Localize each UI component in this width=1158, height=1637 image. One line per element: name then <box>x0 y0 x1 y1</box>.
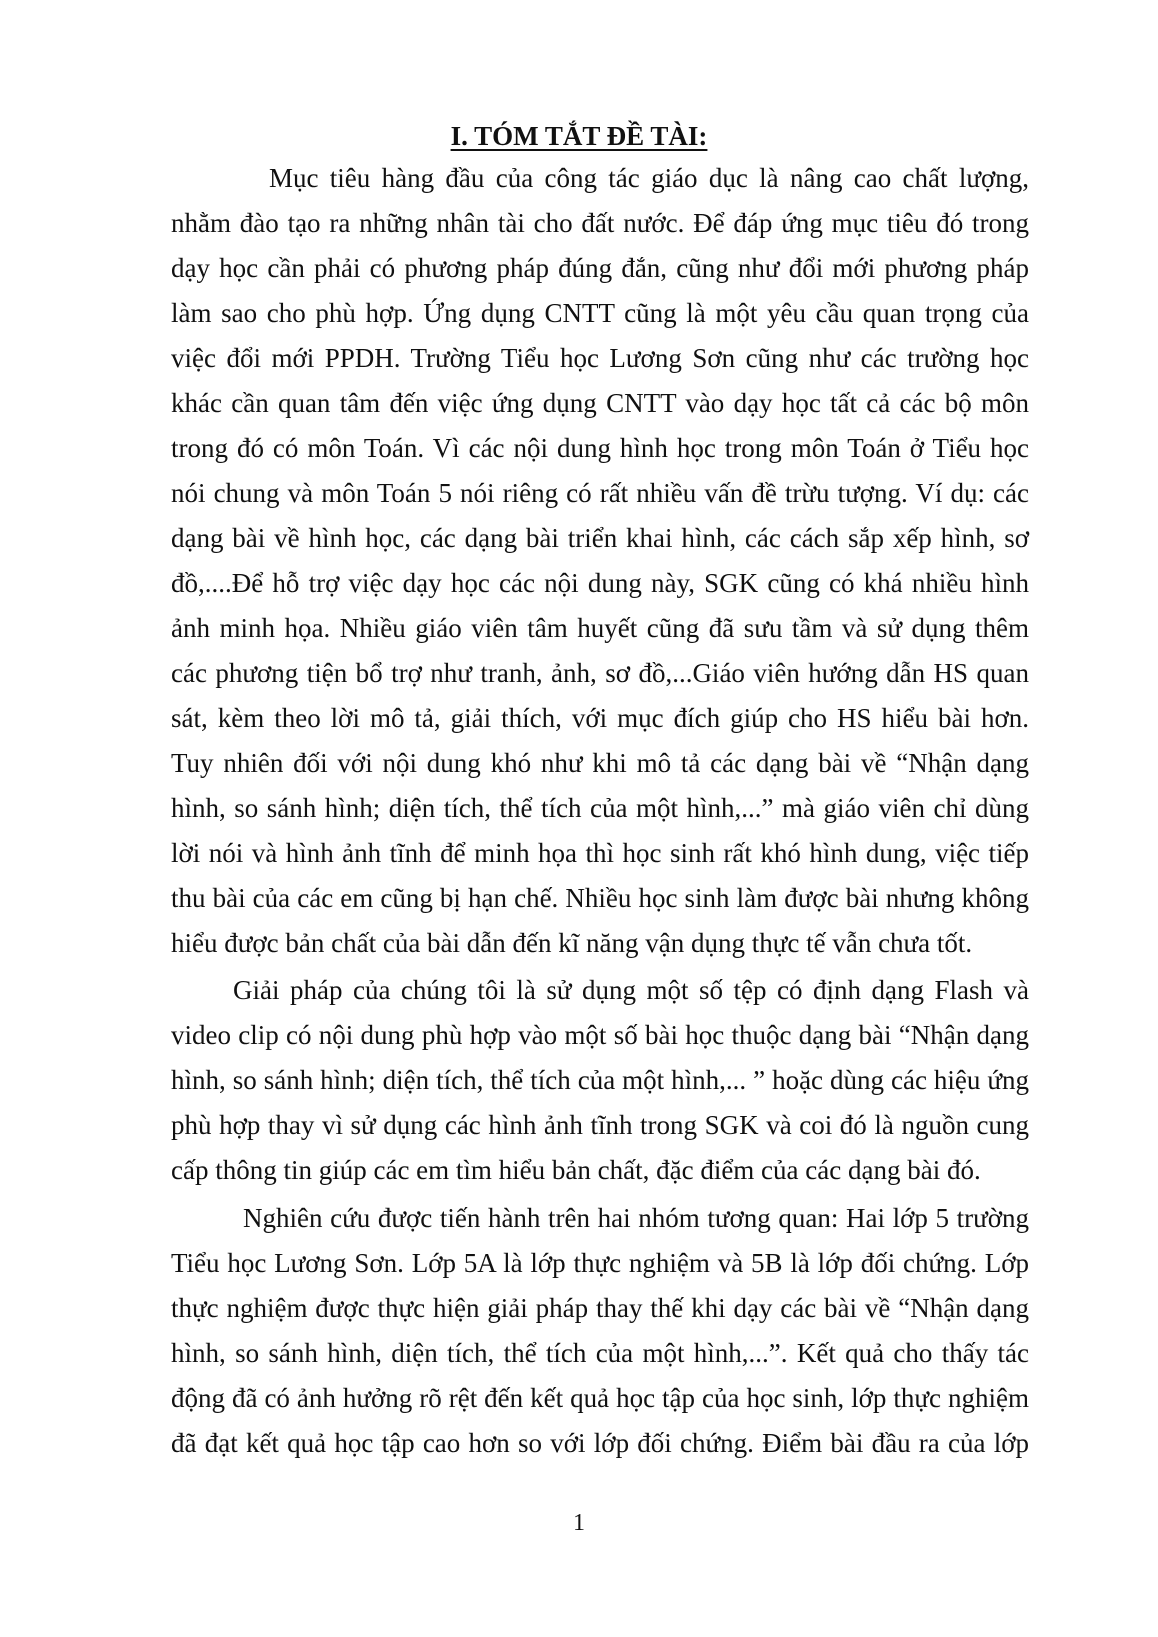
text-line: nhằm đào tạo ra những nhân tài cho đất nước. Để đáp ứng mục tiêu đó trong <box>171 208 1029 238</box>
text-line: phù hợp thay vì sử dụng các hình ảnh tĩnh trong SGK và coi đó là nguồn cung <box>171 1110 1029 1140</box>
text-line: đồ,....Để hỗ trợ việc dạy học các nội dung này, SGK cũng có khá nhiều hình <box>171 568 1029 598</box>
text-line: Nghiên cứu được tiến hành trên hai nhóm tương quan: Hai lớp 5 trường <box>243 1203 1029 1233</box>
text-line: ảnh minh họa. Nhiều giáo viên tâm huyết cũng đã sưu tầm và sử dụng thêm <box>171 613 1029 643</box>
text-line: hình, so sánh hình; diện tích, thể tích của một hình,...” mà giáo viên chỉ dùng <box>171 793 1029 823</box>
paragraph-3 <box>171 1196 1029 1466</box>
text-line: Tuy nhiên đối với nội dung khó như khi mô tả các dạng bài về “Nhận dạng <box>171 748 1029 778</box>
paragraph-1 <box>171 156 1029 966</box>
text-line: hình, so sánh hình; diện tích, thể tích của một hình,... ” hoặc dùng các hiệu ứng <box>171 1065 1029 1095</box>
text-line: video clip có nội dung phù hợp vào một số bài học thuộc dạng bài “Nhận dạng <box>171 1020 1029 1050</box>
text-line: cấp thông tin giúp các em tìm hiểu bản chất, đặc điểm của các dạng bài đó. <box>171 1155 981 1185</box>
text-line: nói chung và môn Toán 5 nói riêng có rất nhiều vấn đề trừu tượng. Ví dụ: các <box>171 478 1029 508</box>
section-heading: I. TÓM TẮT ĐỀ TÀI: <box>450 121 708 151</box>
text-line: các phương tiện bổ trợ như tranh, ảnh, sơ đồ,...Giáo viên hướng dẫn HS quan <box>171 658 1029 688</box>
text-line: hình, so sánh hình, diện tích, thể tích của một hình,...”. Kết quả cho thấy tác <box>171 1338 1029 1368</box>
text-line: dạy học cần phải có phương pháp đúng đắn, cũng như đổi mới phương pháp <box>171 253 1029 283</box>
text-line: việc đổi mới PPDH. Trường Tiểu học Lương Sơn cũng như các trường học <box>171 343 1029 373</box>
text-line: hiểu được bản chất của bài dẫn đến kĩ năng vận dụng thực tế vẫn chưa tốt. <box>171 928 973 958</box>
text-line: Giải pháp của chúng tôi là sử dụng một số tệp có định dạng Flash và <box>233 975 1029 1005</box>
text-line: Mục tiêu hàng đầu của công tác giáo dục là nâng cao chất lượng, <box>269 163 1029 193</box>
text-line: dạng bài về hình học, các dạng bài triển khai hình, các cách sắp xếp hình, sơ <box>171 523 1029 553</box>
text-line: động đã có ảnh hưởng rõ rệt đến kết quả học tập của học sinh, lớp thực nghiệm <box>171 1383 1029 1413</box>
text-line: làm sao cho phù hợp. Ứng dụng CNTT cũng là một yêu cầu quan trọng của <box>171 298 1029 328</box>
text-line: sát, kèm theo lời mô tả, giải thích, với mục đích giúp cho HS hiểu bài hơn. <box>171 703 1029 733</box>
page-number: 1 <box>573 1510 585 1536</box>
text-line: thu bài của các em cũng bị hạn chế. Nhiều học sinh làm được bài nhưng không <box>171 883 1029 913</box>
text-line: lời nói và hình ảnh tĩnh để minh họa thì học sinh rất khó hình dung, việc tiếp <box>171 838 1029 868</box>
document-body <box>171 156 1029 1466</box>
text-line: Tiểu học Lương Sơn. Lớp 5A là lớp thực nghiệm và 5B là lớp đối chứng. Lớp <box>171 1248 1029 1278</box>
text-line: thực nghiệm được thực hiện giải pháp thay thế khi dạy các bài về “Nhận dạng <box>171 1293 1029 1323</box>
text-line: đã đạt kết quả học tập cao hơn so với lớp đối chứng. Điểm bài đầu ra của lớp <box>171 1428 1029 1458</box>
paragraph-2 <box>171 968 1029 1193</box>
text-line: trong đó có môn Toán. Vì các nội dung hình học trong môn Toán ở Tiểu học <box>171 433 1029 463</box>
text-line: khác cần quan tâm đến việc ứng dụng CNTT vào dạy học tất cả các bộ môn <box>171 388 1029 418</box>
